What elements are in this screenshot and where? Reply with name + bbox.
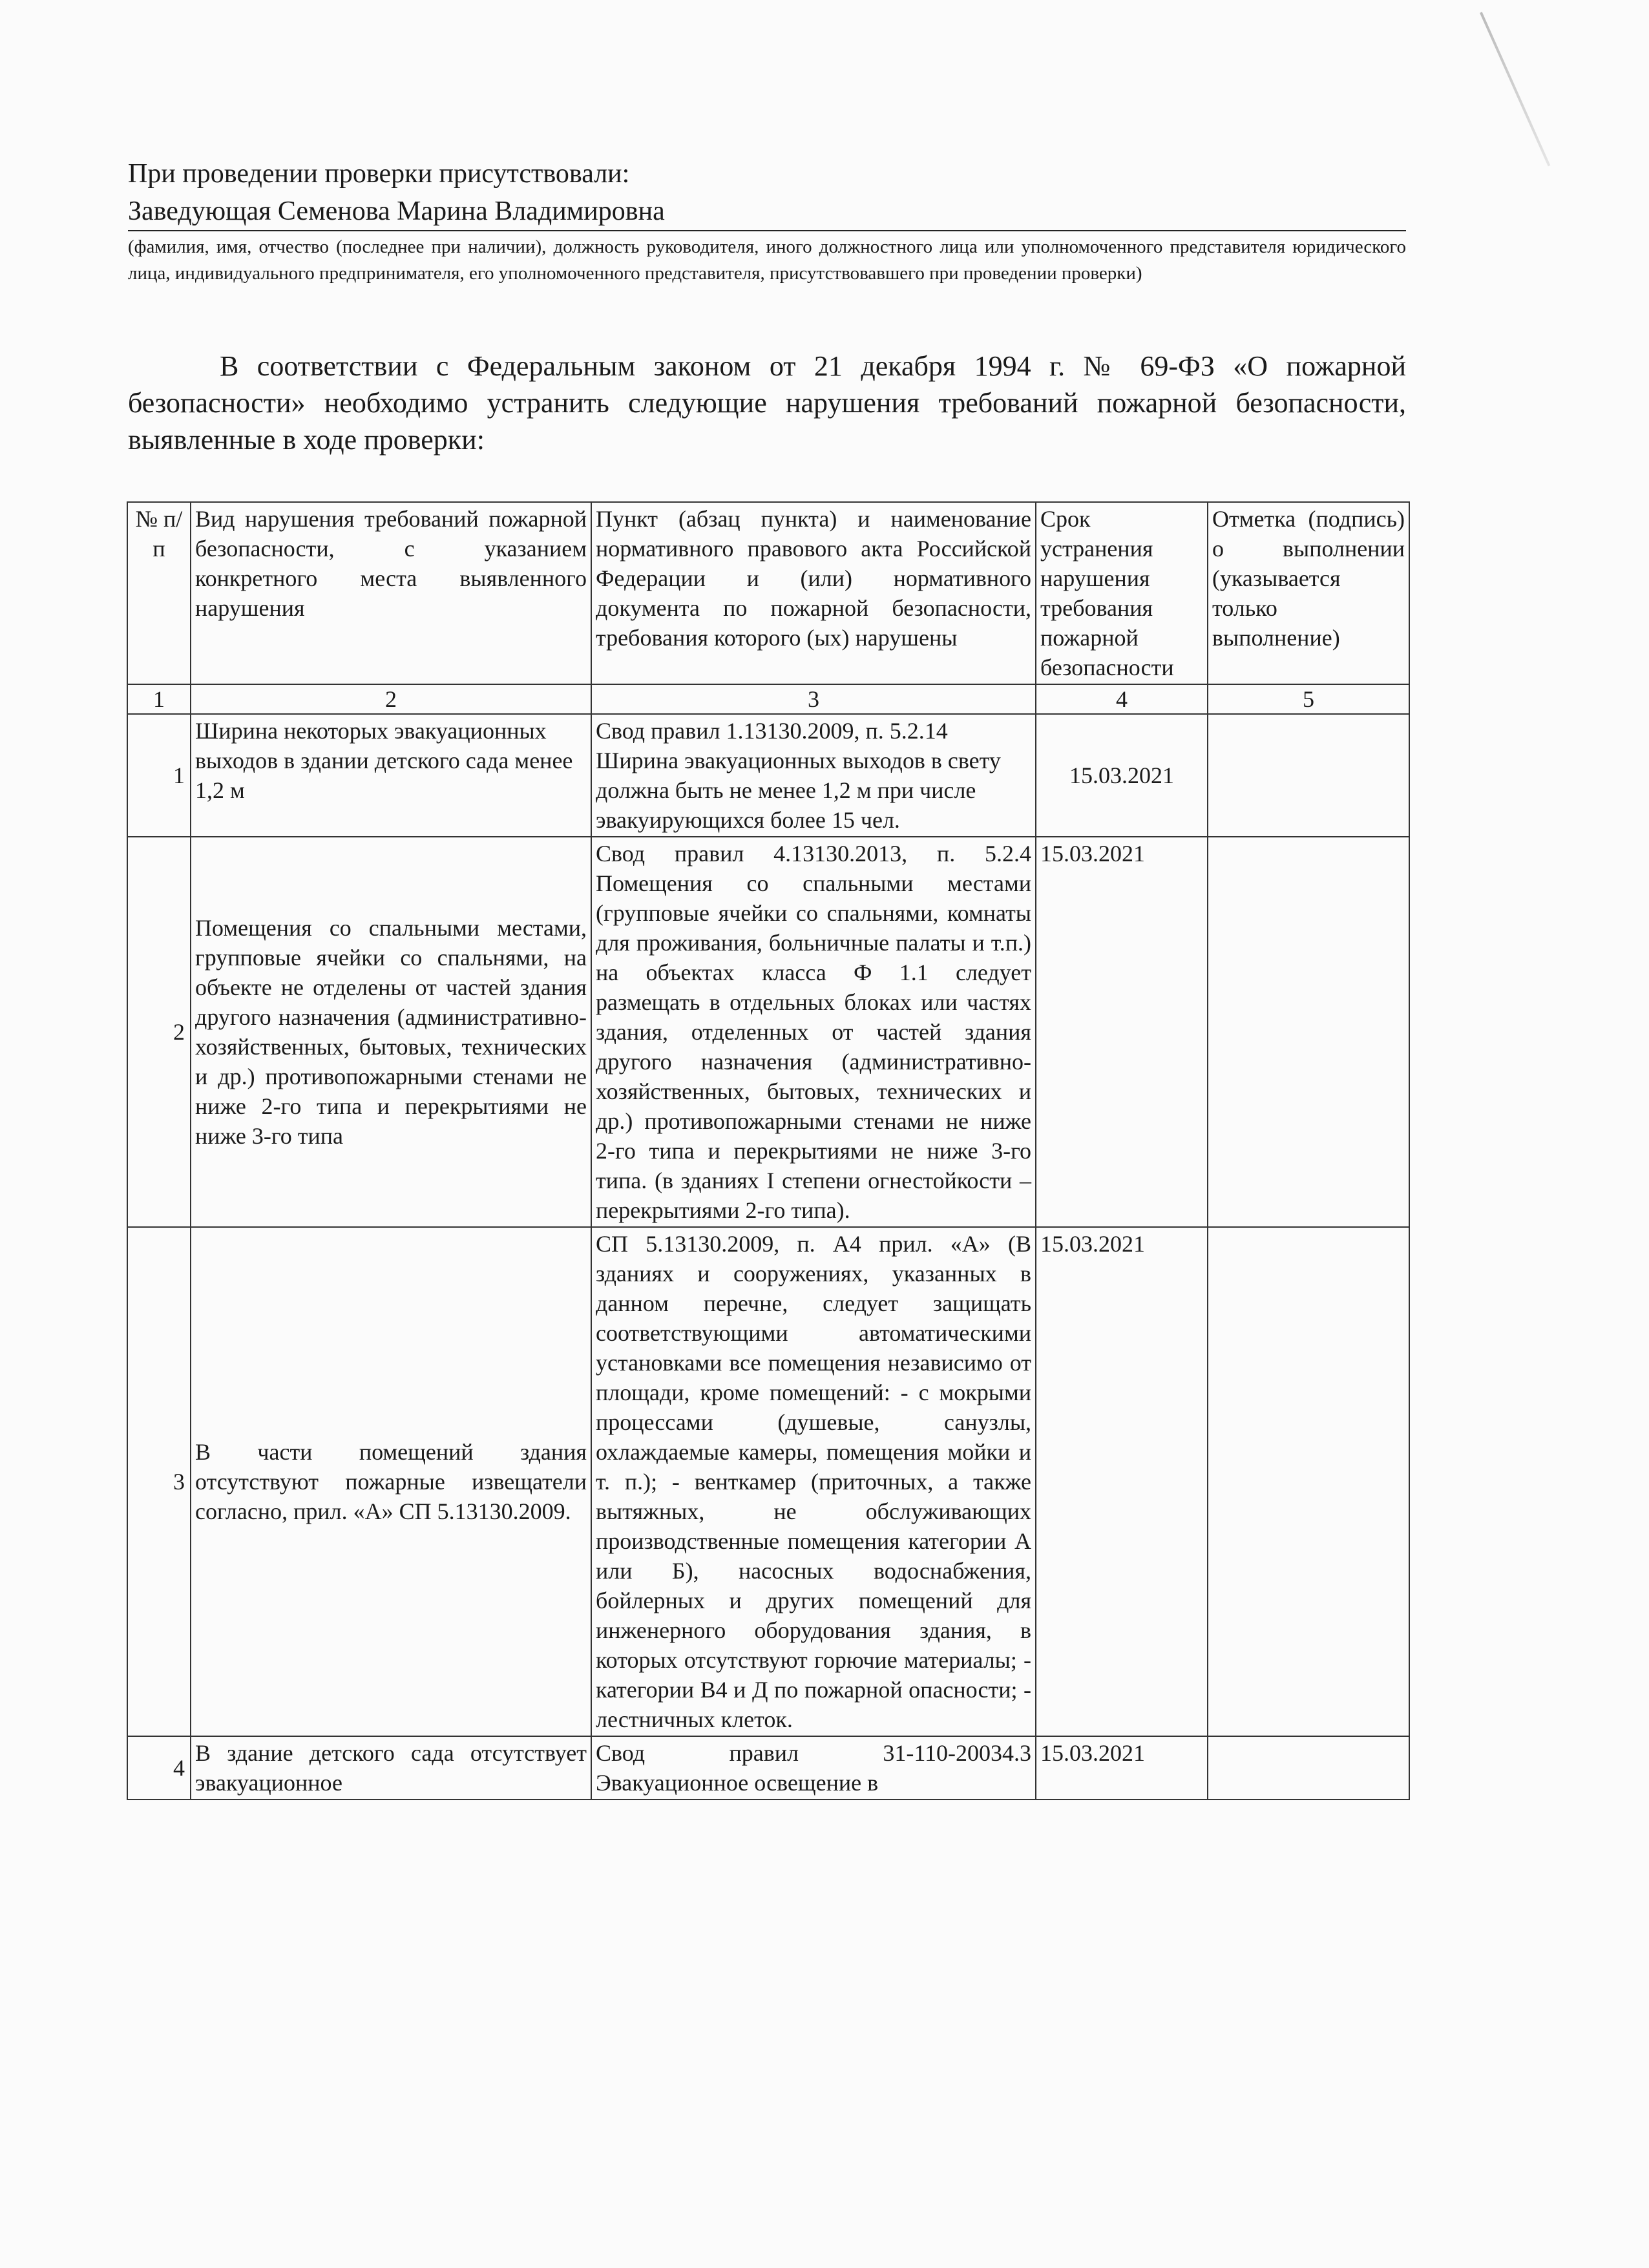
table-row (127, 714, 1409, 837)
column-number: 1 (127, 684, 191, 714)
row-violation: Ширина некоторых эвакуационных выходов в здании детского сада менее 1,2 м (191, 714, 591, 837)
row-violation: В здание детского сада отсутствует эвакуационное (191, 1736, 591, 1800)
row-norm: Свод правил 1.13130.2009, п. 5.2.14 Ширина эвакуационных выходов в свету должна быть не менее 1,2 м при числе эвакуирующихся более 15 чел. (591, 714, 1036, 837)
scan-edge-line (1480, 12, 1550, 166)
row-number: 2 (127, 837, 191, 1227)
row-deadline: 15.03.2021 (1036, 714, 1208, 837)
violations-table (127, 501, 1410, 1800)
column-number: 5 (1208, 684, 1409, 714)
column-number: 4 (1036, 684, 1208, 714)
row-number: 4 (127, 1736, 191, 1800)
row-violation: Помещения со спальными местами, групповые ячейки со спальнями, на объекте не отделены от частей здания другого назначения (административно-хозяйственных, бытовых, технических и др.) противопожарными стенами не ниже 2-го типа и перекрытиями не ниже 3-го типа (191, 837, 591, 1227)
header-mark: Отметка (подпись) о выполнении (указывается только выполнение) (1208, 502, 1409, 684)
row-norm: СП 5.13130.2009, п. А4 прил. «А» (В зданиях и сооружениях, указанных в данном перечне, следует защищать соответствующими автоматическими установками все помещения независимо от площади, кроме помещений: - с мокрыми процессами (душевые, санузлы, охлаждаемые камеры, помещения мойки и т. п.); - венткамер (приточных, а также вытяжных, не обслуживающих производственные помещения категории А или Б), насосных водоснабжения, бойлерных и других помещений для инженерного оборудования здания, в которых отсутствуют горючие материалы; - категории В4 и Д по пожарной опасности; - лестничных клеток. (591, 1227, 1036, 1736)
table-header-row (127, 502, 1409, 684)
row-mark (1208, 714, 1409, 837)
header-number: № п/п (127, 502, 191, 684)
row-number: 3 (127, 1227, 191, 1736)
row-deadline: 15.03.2021 (1036, 1227, 1208, 1736)
column-numbers-row (127, 684, 1409, 714)
row-deadline: 15.03.2021 (1036, 837, 1208, 1227)
table-row (127, 837, 1409, 1227)
intro-paragraph: В соответствии с Федеральным законом от 21 декабря 1994 г. № 69-ФЗ «О пожарной безопасности» необходимо устранить следующие нарушения требований пожарной безопасности, выявленные в ходе проверки: (128, 350, 1406, 456)
row-norm: Свод правил 31-110-20034.3 Эвакуационное освещение в (591, 1736, 1036, 1800)
presence-title: При проведении проверки присутствовали: (128, 159, 630, 189)
table-row (127, 1736, 1409, 1800)
row-norm: Свод правил 4.13130.2013, п. 5.2.4 Помещения со спальными местами (групповые ячейки со спальнями, комнаты для проживания, больничные палаты и т.п.) на объектах класса Ф 1.1 следует размещать в отдельных блоках или частях здания, отделенных от частей здания другого назначения (административно-хозяйственных, бытовых, технических и др.) противопожарными стенами не ниже 2-го типа и перекрытиями не ниже 3-го типа. (в зданиях I степени огнестойкости – перекрытиями 2-го типа). (591, 837, 1036, 1227)
presence-note: (фамилия, имя, отчество (последнее при наличии), должность руководителя, иного должностного лица или уполномоченного представителя юридического лица, индивидуального предпринимателя, его уполномоченного представителя, присутствовавшего при проведении проверки) (128, 236, 1406, 284)
row-mark (1208, 1227, 1409, 1736)
header-deadline: Срок устранения нарушения требования пожарной безопасности (1036, 502, 1208, 684)
column-number: 3 (591, 684, 1036, 714)
row-mark (1208, 1736, 1409, 1800)
header-violation: Вид нарушения требований пожарной безопасности, с указанием конкретного места выявленного нарушения (191, 502, 591, 684)
table-row (127, 1227, 1409, 1736)
header-norm: Пункт (абзац пункта) и наименование нормативного правового акта Российской Федерации и (или) нормативного документа по пожарной безопасности, требования которого (ых) нарушены (591, 502, 1036, 684)
row-deadline: 15.03.2021 (1036, 1736, 1208, 1800)
row-mark (1208, 837, 1409, 1227)
presence-name: Заведующая Семенова Марина Владимировна (128, 193, 1406, 231)
row-number: 1 (127, 714, 191, 837)
row-violation: В части помещений здания отсутствуют пожарные извещатели согласно, прил. «А» СП 5.13130.2009. (191, 1227, 591, 1736)
column-number: 2 (191, 684, 591, 714)
